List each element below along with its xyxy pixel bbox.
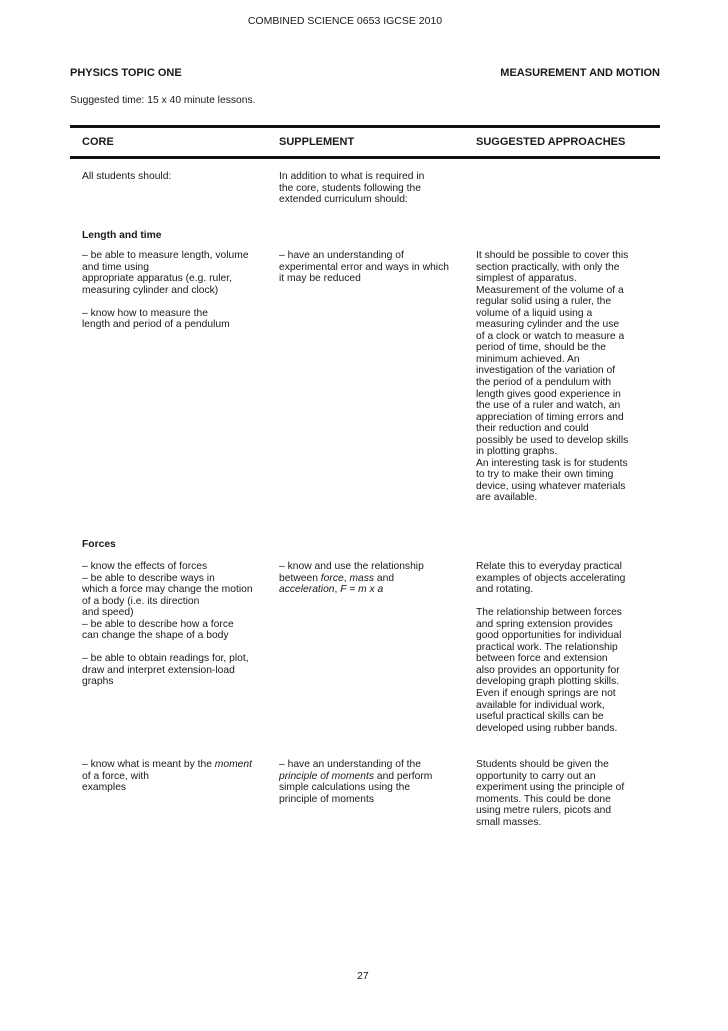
cell-text: and perform simple calculations using the principle of moments [279, 770, 433, 805]
cell-text: – know what is meant by the [82, 759, 215, 770]
topic-title: PHYSICS TOPIC ONE [70, 67, 182, 79]
table-cell-core [82, 759, 277, 794]
cell-text: – have an understanding of experimental error and ways in which it may be reduced [279, 250, 449, 285]
table-cell-supplement [279, 250, 474, 285]
intro-core: All students should: [82, 171, 172, 182]
column-header-supplement: SUPPLEMENT [279, 136, 355, 148]
cell-text: – know the effects of forces – be able to describe ways in which a force may change the motion of a body (i.e. its direction and speed) – be able to describe how a force can change the shape of a body – be able to obtain readings for, plot, draw and interpret extension-load graphs [82, 561, 253, 688]
table-cell-approaches [476, 759, 666, 828]
table-cell-approaches [476, 561, 666, 734]
cell-text: It should be possible to cover this section practically, with only the simplest of apparatus. Measurement of the volume of a regular solid using a ruler, the volume of a liquid using a measuring cylinder and the use of a clock or watch to measure a period of time, should be the minimum achieved. An investigation of the variation of the period of a pendulum with length gives good experience in the use of a ruler and watch, an appreciation of timing errors and their reduction and could possibly be used to develop skills in plotting graphs. An interesting task is for students to try to make their own timing device, using whatever materials are available. [476, 250, 629, 504]
running-header: COMBINED SCIENCE 0653 IGCSE 2010 [247, 15, 443, 27]
table-cell-approaches [476, 250, 666, 504]
cell-text: acceleration [279, 584, 335, 596]
cell-text: force [320, 572, 344, 584]
cell-text: , [334, 584, 341, 596]
section-title: Forces [82, 539, 116, 550]
suggested-time: Suggested time: 15 x 40 minute lessons. [70, 95, 256, 106]
table-cell-supplement [279, 561, 474, 596]
cell-text: – have an understanding of the [279, 759, 421, 770]
page-number: 27 [357, 970, 369, 982]
table-top-rule [70, 125, 660, 128]
cell-text: and [376, 572, 395, 584]
column-header-core: CORE [82, 136, 114, 148]
topic-name: MEASUREMENT AND MOTION [500, 67, 660, 79]
cell-text: Students should be given the opportunity to carry out an experiment using the principle of moments. This could be done using metre rulers, picots and small masses. [476, 759, 625, 828]
cell-text: of a force, with examples [82, 770, 149, 794]
cell-text: – be able to measure length, volume and time using appropriate apparatus (e.g. ruler, measuring cylinder and clock) – know how to measure the length and period of a pendulum [82, 250, 249, 331]
cell-text: moment [214, 759, 252, 770]
table-header-rule [70, 156, 660, 159]
cell-text: principle of moments [279, 770, 374, 782]
cell-text: F = m x a [340, 584, 384, 596]
cell-text: – know and use the relationship between [279, 561, 424, 584]
column-header-approaches: SUGGESTED APPROACHES [476, 136, 626, 148]
table-cell-core [82, 250, 277, 331]
table-cell-core [82, 561, 277, 688]
cell-text: mass [349, 572, 375, 584]
table-cell-supplement [279, 759, 474, 805]
cell-text: Relate this to everyday practical examples of objects accelerating and rotating. The relationship between forces and spring extension provides good opportunities for individual practical work. The relationship between force and extension also provides an opportunity for developing graph plotting skills. Even if enough springs are not available for individual work, useful practical skills can be developed using rubber bands. [476, 561, 626, 734]
intro-supplement: In addition to what is required in the core, students following the extended curriculum should: [279, 171, 425, 206]
section-title: Length and time [82, 230, 162, 241]
cell-text: , [343, 572, 350, 584]
